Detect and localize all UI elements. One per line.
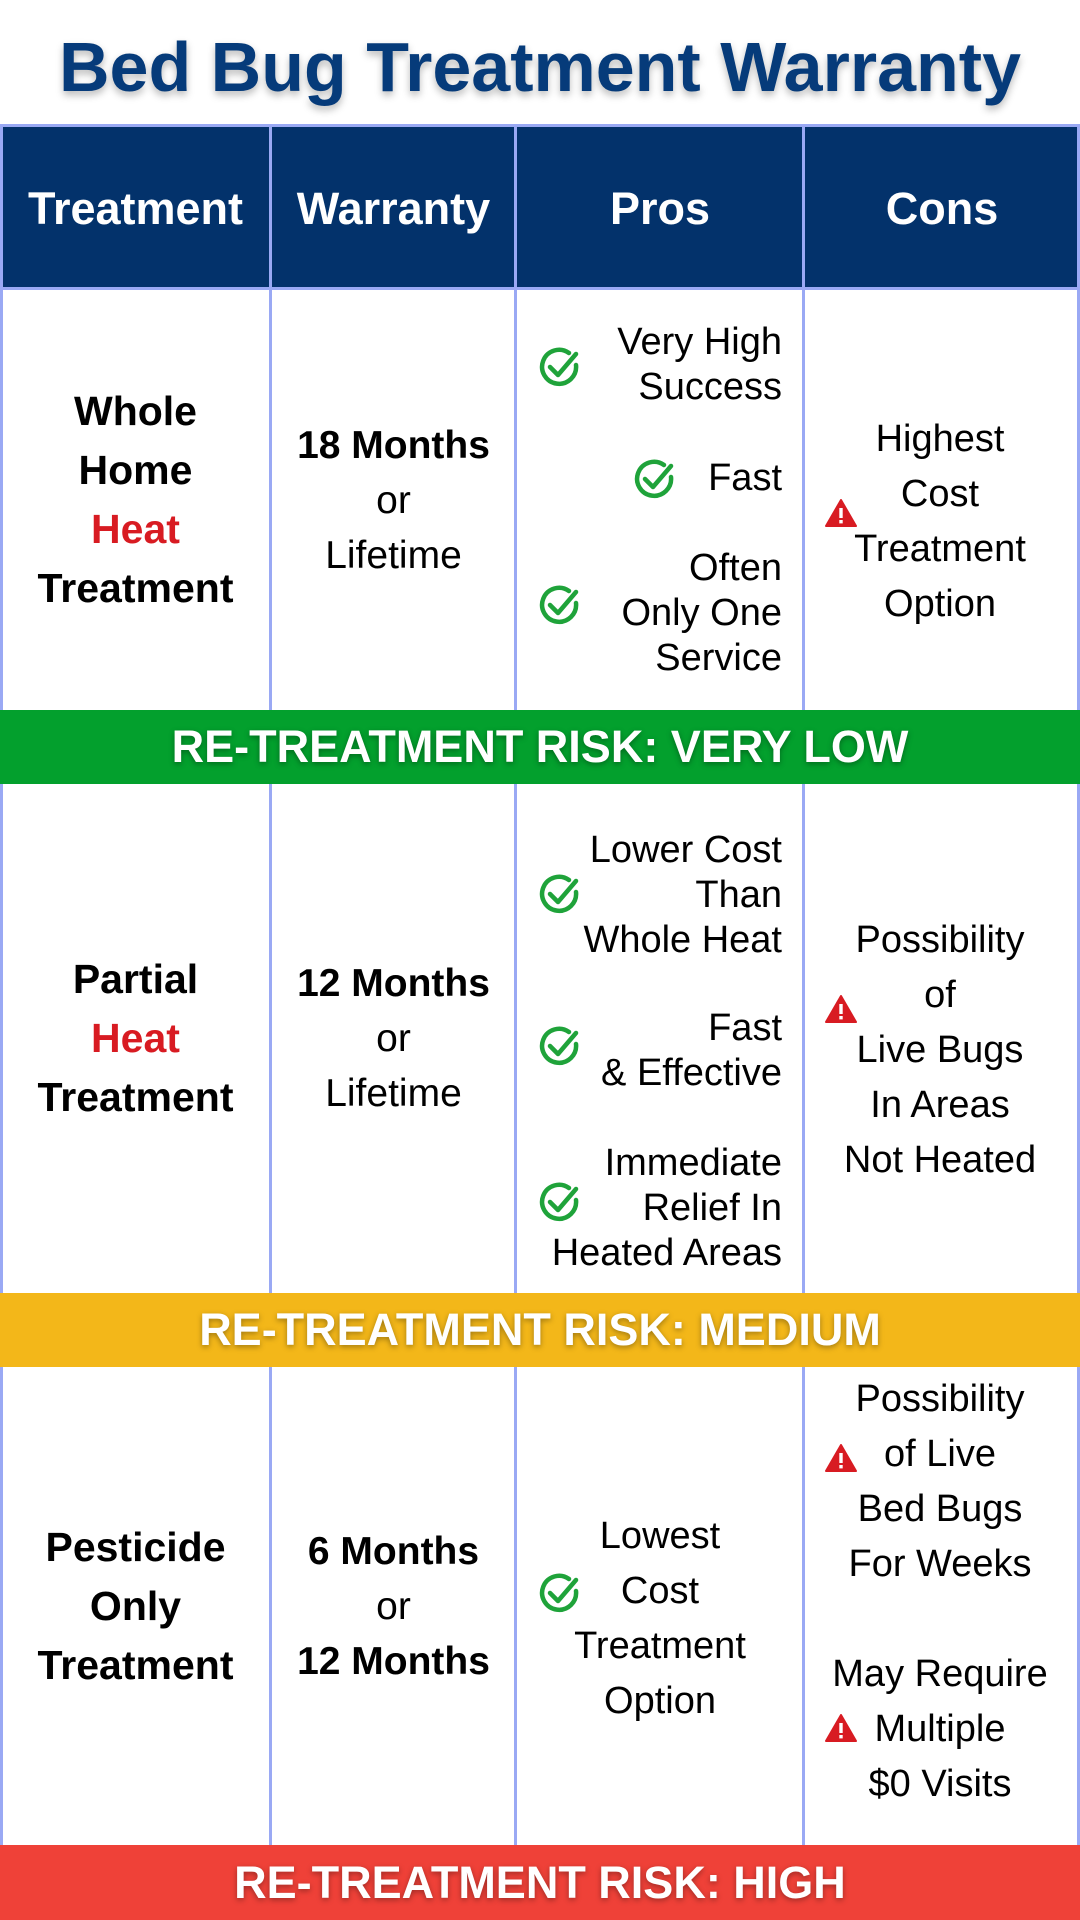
pro-item: Immediate Relief In Heated Areas: [551, 1141, 782, 1274]
warranty-whole-home-heat: 18 Months or Lifetime: [297, 423, 490, 577]
pro-item: Fast: [708, 456, 782, 499]
header-cons: Cons: [885, 182, 999, 234]
pro-item: Lower Cost Than Whole Heat: [583, 828, 782, 961]
table-header: [0, 124, 1080, 290]
con-item: Highest Cost Treatment Option: [854, 418, 1026, 625]
warranty-partial-heat: 12 Months or Lifetime: [297, 962, 490, 1115]
pro-item: Fast & Effective: [601, 1007, 782, 1094]
treatment-pesticide-only: Pesticide Only Treatment: [37, 1523, 234, 1688]
pro-item: Very High Success: [617, 321, 782, 408]
header-treatment: Treatment: [27, 182, 244, 234]
pro-item: Lowest Cost Treatment Option: [574, 1515, 746, 1722]
check-circle-icon: [538, 345, 582, 389]
check-circle-icon: [538, 1571, 582, 1615]
treatment-partial-heat: Partial Heat Treatment: [37, 956, 234, 1120]
con-item: Possibility of Live Bugs In Areas Not Heated: [843, 919, 1037, 1181]
grid-line: [802, 124, 805, 1845]
header-warranty: Warranty: [296, 182, 491, 234]
check-circle-icon: [633, 457, 677, 501]
header-pros: Pros: [609, 182, 711, 234]
check-circle-icon: [538, 1024, 582, 1068]
con-item: Possibility of Live Bed Bugs For Weeks: [848, 1378, 1032, 1585]
treatment-whole-home-heat: Whole Home Heat Treatment: [37, 388, 234, 611]
check-circle-icon: [538, 1180, 582, 1224]
pro-item: Often Only One Service: [621, 546, 782, 679]
risk-band-high: RE-TREATMENT RISK: HIGH: [0, 1845, 1080, 1920]
check-circle-icon: [538, 872, 582, 916]
risk-band-medium: RE-TREATMENT RISK: MEDIUM: [0, 1293, 1080, 1367]
con-item: May Require Multiple $0 Visits: [832, 1653, 1048, 1805]
page-title: Bed Bug Treatment Warranty: [58, 28, 1022, 106]
risk-band-very-low: RE-TREATMENT RISK: VERY LOW: [0, 710, 1080, 784]
warranty-pesticide-only: 6 Months or 12 Months: [297, 1529, 490, 1683]
check-circle-icon: [538, 583, 582, 627]
